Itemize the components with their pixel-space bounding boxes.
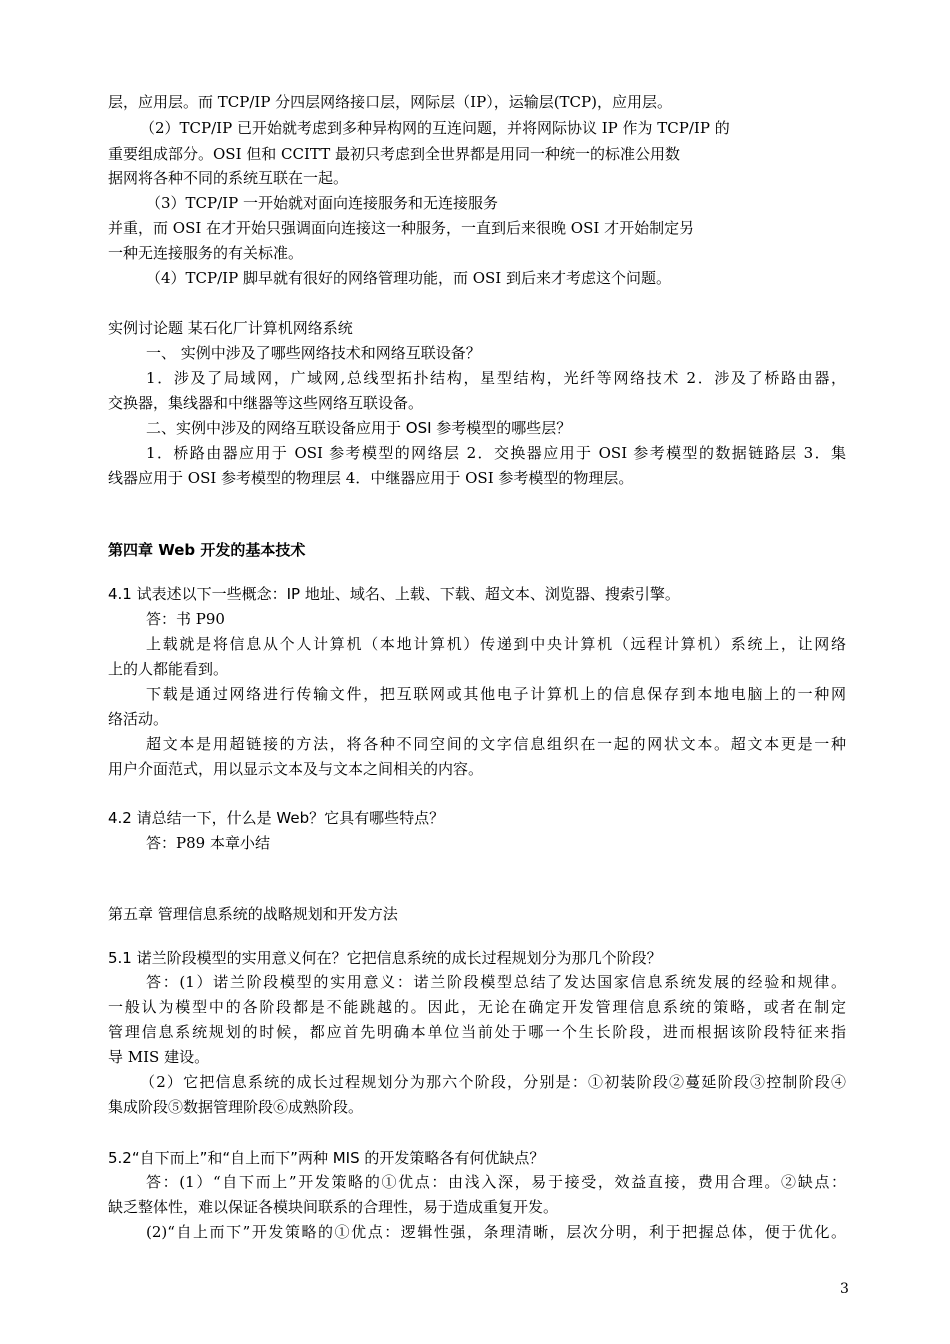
text-line: 用户介面范式，用以显示文本及与文本之间相关的内容。 <box>108 760 484 778</box>
text-line: 据网将各种不同的系统互联在一起。 <box>108 169 349 187</box>
text-line: 一种无连接服务的有关标准。 <box>108 244 304 262</box>
chapter-heading: 第五章 管理信息系统的战略规划和开发方法 <box>108 905 398 923</box>
text-line: 答：P89 本章小结 <box>146 834 270 852</box>
question-heading: 5.1 诺兰阶段模型的实用意义何在？它把信息系统的成长过程规划分为那几个阶段？ <box>108 949 662 967</box>
text-line: 答：(1）“自下而上”开发策略的①优点：由浅入深，易于接受，效益直接，费用合理。②缺点： <box>146 1173 846 1191</box>
text-line: （2）它把信息系统的成长过程规划分为那六个阶段，分别是：①初装阶段②蔓延阶段③控制阶段④ <box>140 1073 846 1091</box>
text-line: 1．桥路由器应用于 OSI 参考模型的网络层 2．交换器应用于 OSI 参考模型的数据链路层 3．集 <box>146 444 846 462</box>
text-line: （2）TCP/IP 已开始就考虑到多种异构网的互连问题，并将网际协议 IP 作为 TCP/IP 的 <box>140 119 730 137</box>
question-heading: 一、 实例中涉及了哪些网络技术和网络互联设备？ <box>146 344 481 362</box>
chapter-heading: 第四章 Web 开发的基本技术 <box>108 541 306 559</box>
text-line: 缺乏整体性，难以保证各模块间联系的合理性，易于造成重复开发。 <box>108 1198 559 1216</box>
text-line: （3）TCP/IP 一开始就对面向连接服务和无连接服务 <box>146 194 498 212</box>
text-line: 1．涉及了局域网，广域网,总线型拓扑结构，星型结构，光纤等网络技术 2．涉及了桥路由器， <box>146 369 846 387</box>
text-line: 上载就是将信息从个人计算机（本地计算机）传递到中央计算机（远程计算机）系统上，让网络 <box>146 635 846 653</box>
text-line: 上的人都能看到。 <box>108 660 229 678</box>
text-line: 并重，而 OSI 在才开始只强调面向连接这一种服务，一直到后来很晚 OSI 才开始制定另 <box>108 219 695 237</box>
text-line: （4）TCP/IP 脚早就有很好的网络管理功能，而 OSI 到后来才考虑这个问题。 <box>146 269 671 287</box>
text-line: 层，应用层。而 TCP/IP 分四层网络接口层，网际层（IP），运输层(TCP)，应用层。 <box>108 93 672 111</box>
question-heading: 二、实例中涉及的网络互联设备应用于 OSI 参考模型的哪些层？ <box>146 419 572 437</box>
page-number: 3 <box>840 1281 849 1297</box>
section-title: 实例讨论题 某石化厂计算机网络系统 <box>108 319 353 337</box>
question-heading: 4.1 试表述以下一些概念：IP 地址、域名、上载、下载、超文本、浏览器、搜索引擎。 <box>108 585 680 603</box>
question-heading: 5.2“自下而上”和“自上而下”两种 MIS 的开发策略各有何优缺点？ <box>108 1149 545 1167</box>
text-line: 超文本是用超链接的方法，将各种不同空间的文字信息组织在一起的网状文本。超文本更是一种 <box>146 735 846 753</box>
text-line: 答：书 P90 <box>146 610 225 628</box>
text-line: 下载是通过网络进行传输文件，把互联网或其他电子计算机上的信息保存到本地电脑上的一种网 <box>146 685 846 703</box>
text-line: 管理信息系统规划的时候，都应首先明确本单位当前处于哪一个生长阶段，进而根据该阶段特征来指 <box>108 1023 846 1041</box>
text-line: 交换器，集线器和中继器等这些网络互联设备。 <box>108 394 424 412</box>
text-line: (2)“自上而下”开发策略的①优点：逻辑性强，条理清晰，层次分明，利于把握总体，便于优化。 <box>146 1223 846 1241</box>
text-line: 答：(1）诺兰阶段模型的实用意义：诺兰阶段模型总结了发达国家信息系统发展的经验和规律。 <box>146 973 846 991</box>
text-line: 集成阶段⑤数据管理阶段⑥成熟阶段。 <box>108 1098 364 1116</box>
text-line: 一般认为模型中的各阶段都是不能跳越的。因此，无论在确定开发管理信息系统的策略，或者在制定 <box>108 998 846 1016</box>
text-line: 导 MIS 建设。 <box>108 1048 210 1066</box>
text-line: 络活动。 <box>108 710 169 728</box>
text-line: 重要组成部分。OSI 但和 CCITT 最初只考虑到全世界都是用同一种统一的标准公用数 <box>108 145 680 163</box>
text-line: 线器应用于 OSI 参考模型的物理层 4．中继器应用于 OSI 参考模型的物理层。 <box>108 469 634 487</box>
question-heading: 4.2 请总结一下，什么是 Web？它具有哪些特点？ <box>108 809 445 827</box>
